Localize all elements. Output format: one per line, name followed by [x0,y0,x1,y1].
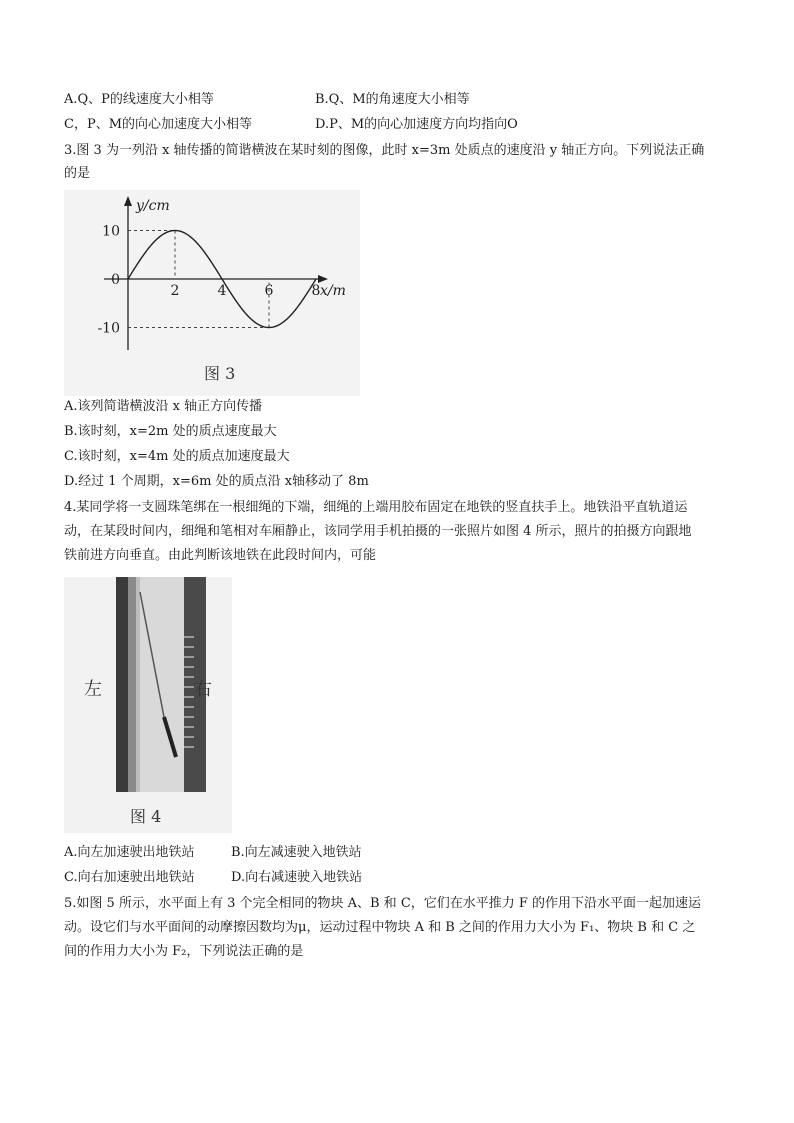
q3-option-a: A.该列简谐横波沿 x 轴正方向传播 [64,399,263,414]
figure-4 [64,577,232,833]
q3-stem-line1: 3.图 3 为一列沿 x 轴传播的简谐横波在某时刻的图像，此时 x=3m 处质点的速度沿 y 轴正方向。下列说法正确 [64,143,705,158]
q4-stem-line3: 铁前进方向垂直。由此判断该地铁在此段时间内，可能 [64,548,377,563]
q2-option-c: C，P、M的向心加速度大小相等 [64,117,253,132]
q4-stem-line2: 动，在某段时间内，细绳和笔相对车厢静止，该同学用手机拍摄的一张照片如图 4 所示，照片的拍摄方向跟地 [64,524,692,539]
q3-option-d: D.经过 1 个周期，x=6m 处的质点沿 x轴移动了 8m [64,474,369,489]
q3-stem-line2: 的是 [64,166,91,181]
q2-option-a: A.Q、P的线速度大小相等 [64,92,214,107]
q4-option-c: C.向右加速驶出地铁站 [64,870,195,885]
x-tick-label: 8 [311,283,321,299]
q5-stem-line2: 动。设它们与水平面间的动摩擦因数均为μ，运动过程中物块 A 和 B 之间的作用力大小为 F₁、物块 B 和 C 之 [64,920,696,935]
x-axis-label: x/m [320,283,346,299]
y-axis-label: y/cm [136,198,170,214]
q2-option-d: D.P、M的向心加速度方向均指向O [315,117,518,132]
x-tick-label: 2 [170,283,180,299]
x-tick-label: 6 [264,283,274,299]
q5-stem-line3: 间的作用力大小为 F₂，下列说法正确的是 [64,944,304,959]
left-pillar-shadow [116,577,128,792]
x-axis-arrow [318,275,328,283]
x-tick-label: 4 [217,283,227,299]
y-tick-label: 10 [102,223,120,240]
q3-option-b: B.该时刻，x=2m 处的质点速度最大 [64,424,277,439]
q4-option-b: B.向左减速驶入地铁站 [231,845,362,860]
wave-chart [64,190,360,396]
y-tick-label: 0 [111,272,120,288]
q4-option-d: D.向右减速驶入地铁站 [231,870,363,885]
q4-option-a: A.向左加速驶出地铁站 [64,845,195,860]
figure-4-caption: 图 4 [130,807,162,826]
figure-3-caption: 图 3 [204,364,236,383]
figure-4-right-label: 右 [194,679,212,700]
q4-stem-line1: 4.某同学将一支圆珠笔绑在一根细绳的下端，细绳的上端用胶布固定在地铁的竖直扶手上。地铁沿平直轨道运 [64,500,688,515]
y-axis-arrow [124,196,132,206]
q5-stem-line1: 5.如图 5 所示，水平面上有 3 个完全相同的物块 A、B 和 C，它们在水平推力 F 的作用下沿水平面一起加速运 [64,896,702,911]
figure-4-left-label: 左 [84,679,102,700]
q2-option-b: B.Q、M的角速度大小相等 [315,92,470,107]
figure-3 [64,190,360,396]
y-tick-label: -10 [97,320,120,337]
subway-photo [64,577,232,833]
q3-option-c: C.该时刻，x=4m 处的质点加速度最大 [64,449,290,464]
